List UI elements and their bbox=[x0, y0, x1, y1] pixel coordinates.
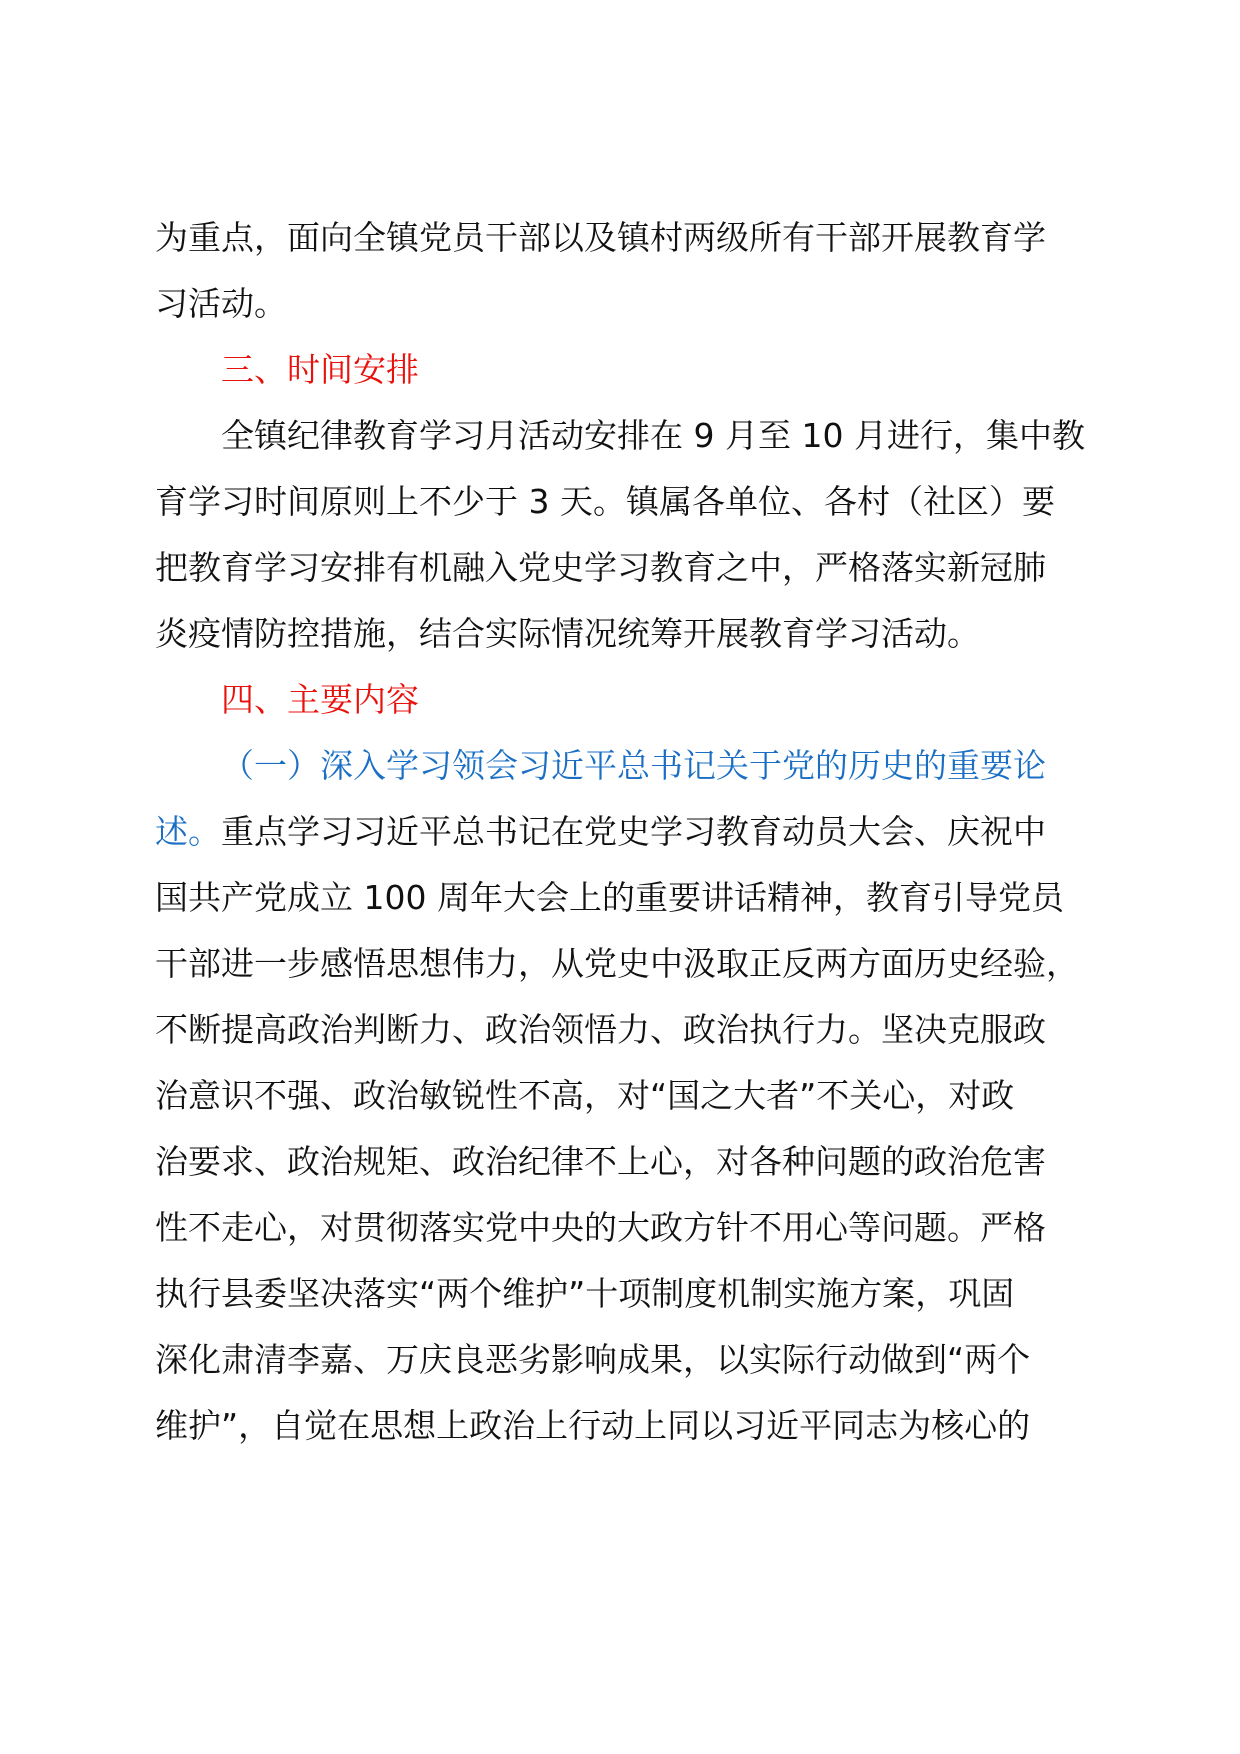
paragraph-line: 为重点，面向全镇党员干部以及镇村两级所有干部开展教育学 bbox=[155, 218, 1046, 257]
subsection-heading-line: （一）深入学习领会习近平总书记关于党的历史的重要论 bbox=[221, 746, 1046, 785]
paragraph-line: 干部进一步感悟思想伟力，从党史中汲取正反两方面历史经验， bbox=[155, 944, 1079, 983]
section-heading-main-content: 四、主要内容 bbox=[221, 680, 419, 719]
paragraph-line: 育学习时间原则上不少于 3 天。镇属各单位、各村（社区）要 bbox=[155, 482, 1055, 521]
paragraph-line: 习活动。 bbox=[155, 284, 287, 323]
paragraph-line: 治意识不强、政治敏锐性不高，对“国之大者”不关心，对政 bbox=[155, 1076, 1015, 1115]
paragraph-line: 炎疫情防控措施，结合实际情况统筹开展教育学习活动。 bbox=[155, 614, 980, 653]
paragraph-line: 不断提高政治判断力、政治领悟力、政治执行力。坚决克服政 bbox=[155, 1010, 1046, 1049]
paragraph-line: 治要求、政治规矩、政治纪律不上心，对各种问题的政治危害 bbox=[155, 1142, 1046, 1181]
paragraph-line: 国共产党成立 100 周年大会上的重要讲话精神，教育引导党员 bbox=[155, 878, 1064, 917]
paragraph-text: 重点学习习近平总书记在党史学习教育动员大会、庆祝中 bbox=[221, 812, 1046, 851]
paragraph-line: 执行县委坚决落实“两个维护”十项制度机制实施方案，巩固 bbox=[155, 1274, 1015, 1313]
paragraph-line: 全镇纪律教育学习月活动安排在 9 月至 10 月进行，集中教 bbox=[221, 416, 1085, 455]
paragraph-line: 深化肃清李嘉、万庆良恶劣影响成果，以实际行动做到“两个 bbox=[155, 1340, 1031, 1379]
paragraph-line: 把教育学习安排有机融入党史学习教育之中，严格落实新冠肺 bbox=[155, 548, 1046, 587]
section-heading-time-schedule: 三、时间安排 bbox=[221, 350, 419, 389]
subsection-heading-end: 述。 bbox=[155, 812, 221, 851]
paragraph-line bbox=[155, 810, 1100, 854]
paragraph-line: 性不走心，对贯彻落实党中央的大政方针不用心等问题。严格 bbox=[155, 1208, 1046, 1247]
paragraph-line: 维护”，自觉在思想上政治上行动上同以习近平同志为核心的 bbox=[155, 1406, 1031, 1445]
document-body bbox=[155, 216, 1100, 1470]
